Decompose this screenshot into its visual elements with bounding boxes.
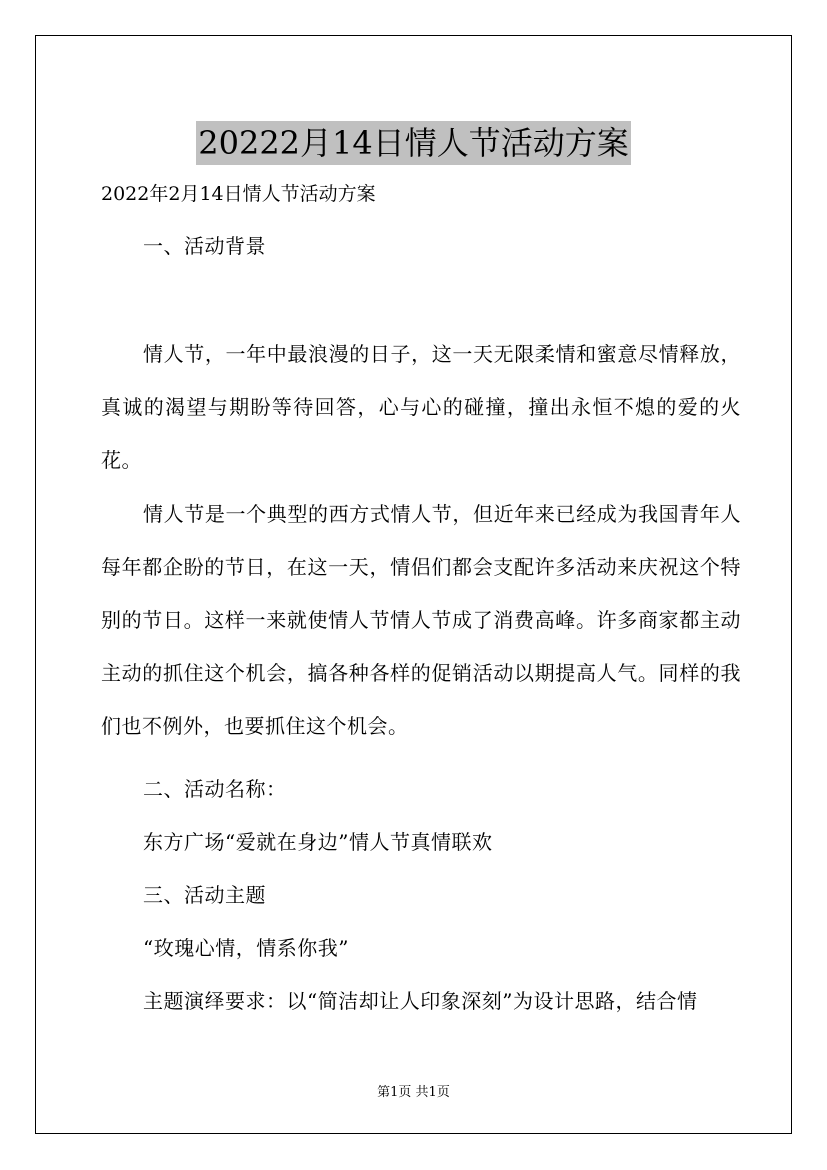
page-number-footer: 第1页 共1页 [377,1085,450,1100]
title-container [0,100,827,187]
document-title: 20222月14日情人节活动方案 [196,121,631,165]
activity-name-text: 东方广场“爱就在身边”情人节真情联欢 [143,830,493,854]
document-subtitle: 2022年2月14日情人节活动方案 [101,183,376,205]
section-heading-name: 二、活动名称： [143,777,287,801]
section-heading-theme: 三、活动主题 [143,883,266,907]
activity-theme-text: “玫瑰心情，情系你我” [143,936,349,960]
paragraph-background-intro: 情人节，一年中最浪漫的日子，这一天无限柔情和蜜意尽情释放，真诚的渴望与期盼等待回答，心与心的碰撞，撞出永恒不熄的爱的火花。 [101,342,741,472]
section-heading-background: 一、活动背景 [143,234,266,258]
paragraph-theme-requirements: 主题演绎要求：以“简洁却让人印象深刻”为设计思路，结合情 [143,989,698,1013]
paragraph-background-detail: 情人节是一个典型的西方式情人节，但近年来已经成为我国青年人每年都企盼的节日，在这一天，情侣们都会支配许多活动来庆祝这个特别的节日。这样一来就使情人节情人节成了消费高峰。许多商家都主动主动的抓住这个机会，搞各种各样的促销活动以期提高人气。同样的我们也不例外，也要抓住这个机会。 [101,502,741,738]
